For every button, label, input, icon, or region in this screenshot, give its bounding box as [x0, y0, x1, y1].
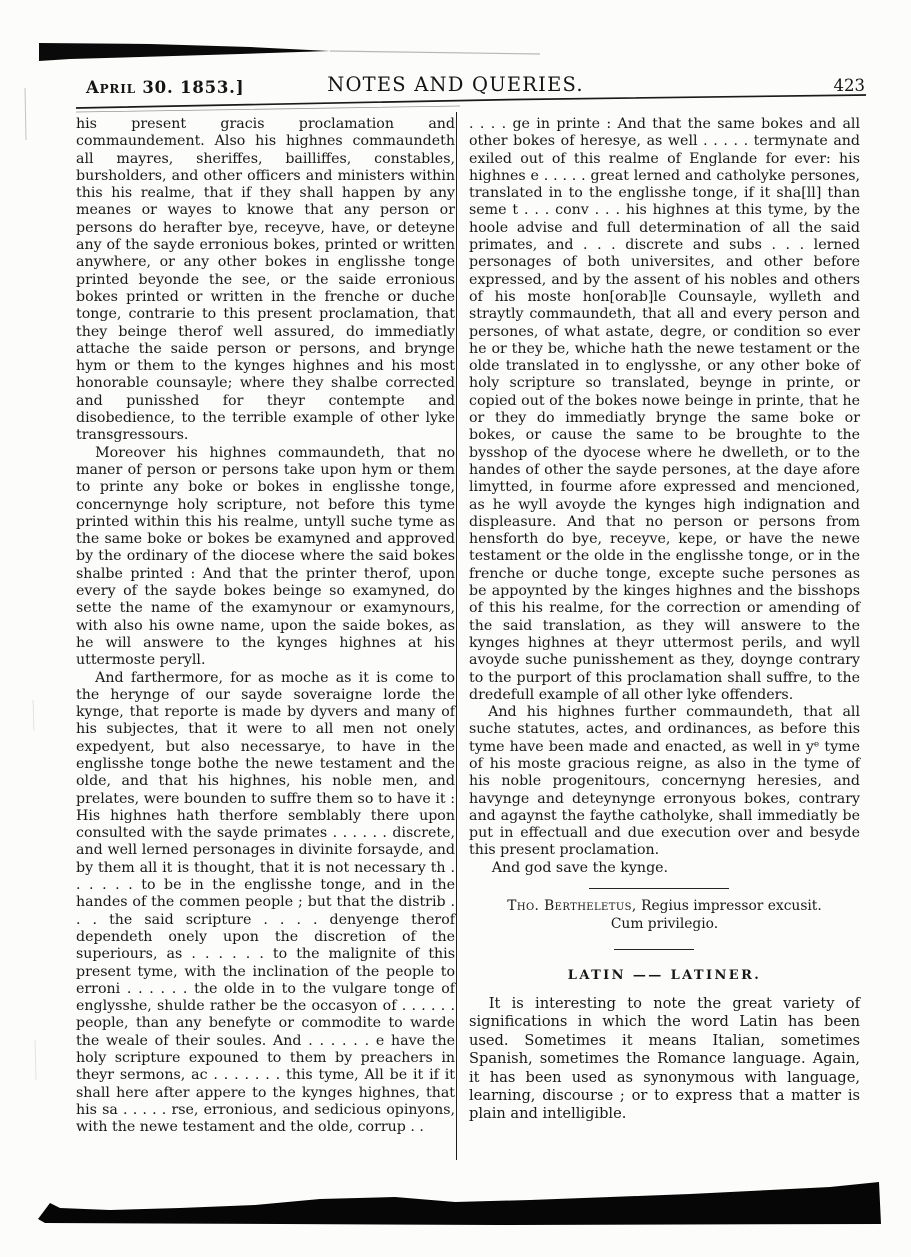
scan-artifact-top-wedge — [39, 43, 330, 61]
right-column — [469, 116, 860, 1124]
column-divider — [456, 112, 457, 1160]
separator-rule — [614, 949, 694, 950]
body-paragraph: And his highnes further commaundeth, that all suche statutes, actes, and ordinances, as before this tyme have been made and enacted, as well in yᵉ tyme of his moste gracious reigne, as also in the tyme of his noble progenitours, concernyng heresies, and havynge and deteynynge erronyous bokes, contrary and agaynst the faythe catholyke, shall immediatly be put in effectuall and due execution over and besyde this present proclamation. — [469, 704, 860, 859]
page-header — [0, 70, 911, 104]
printer-imprint — [469, 898, 860, 915]
left-column — [76, 116, 455, 1137]
scan-artifact-bottom-band — [38, 1182, 881, 1225]
body-paragraph: And farthermore, for as moche as it is come to the herynge of our sayde soveraigne lorde the kynge, that reporte is made by dyvers and many of his subjectes, that it were to all men not onely expedyent, but also necessarye, to have in the englisshe tonge bothe the newe testament and the olde, and that his highnes, his noble men, and prelates, were bounden to suffre them so to have it : His highnes hath therfore semblably there upon consulted with the sayde primates . . . . . . discrete, and well lerned personages in divinite forsayde, and by them all it is thought, that it is not necessary th . . . . . . to be in the englisshe tonge, and in the handes of the commen people ; but that the distrib . . . the said scripture . . . . denyenge therof dependeth onely upon the discretion of the superiours, as . . . . . . to the malignite of this present tyme, with the inclination of the people to erroni . . . . . . the olde in to the vulgare tonge of englysshe, shulde rather be the occasyon of . . . . . . people, than any benefyte or commodite to warde the weale of their soules. And . . . . . . e have the holy scripture expouned to them by preachers in theyr sermons, ac . . . . . . . this tyme, All be it if it shall here after appere to the kynges highnes, that his sa . . . . . rse, erronious, and sedicious opinyons, with the newe testament and the olde, corrup . . — [76, 669, 455, 1136]
left-edge-mark — [33, 700, 34, 730]
left-edge-mark — [35, 1040, 36, 1080]
article-paragraph: It is interesting to note the great variety of significations in which the word Latin has been used. Sometimes it means Italian, sometimes Spanish, sometimes the Romance language. Again, it has been used as synonymous with language, learning, discourse ; or to express that a matter is plain and intelligible. — [469, 994, 860, 1123]
body-paragraph: Moreover his highnes commaundeth, that no maner of person or persons take upon hym or them to printe any boke or bokes in englisshe tonge, concernynge holy scripture, not before this tyme printed within this his realme, untyll suche tyme as the same boke or bokes be examyned and approved by the ordinary of the diocese where the said bokes shalbe printed : And that the printer therof, upon every of the sayde bokes beinge so examyned, do sette the name of the examynour or examynours, with also his owne name, upon the saide bokes, as he will answere to the kynges highnes at his uttermoste peryll. — [76, 444, 455, 669]
issue-date: April 30. 1853.] — [86, 78, 245, 97]
scan-artifact-top-tail — [330, 51, 540, 54]
separator-rule — [589, 888, 729, 889]
printer-name: Tho. Bertheletus, — [507, 898, 637, 915]
god-save-line: And god save the kynge. — [491, 859, 669, 876]
privilege-line: Cum privilegio. — [610, 916, 719, 933]
body-paragraph: . . . . ge in printe : And that the same bokes and all other bokes of heresye, as well . . . . . termynate and exiled out of this realme of Englande for ever: his highnes e . . . . . great lerned and catholyke persones, translated in to the englisshe tonge, if it sha[ll] than seme t . . . conv . . . his highnes at this tyme, by the hoole advise and full determination of all the said primates, and . . . discrete and subs . . . lerned personages of both universites, and other before expressed, and by the assent of his nobles and others of his moste hon[orab]le Counsayle, wylleth and straytly commaundeth, that all and every person and persones, of what astate, degre, or condition so ever he or they be, whiche hath the newe testament or the olde translated in to englysshe, or any other boke of holy scripture so translated, beynge in printe, or copied out of the bokes nowe beinge in printe, that he or they do immediatly brynge the same boke or bokes, or cause the same to be broughte to the bysshop of the dyocese where he dwelleth, or to the handes of other the sayde persones, at the daye afore limytted, in fourme afore expressed and mencioned, as he wyll avoyde the kynges high indignation and displeasure. And that no person or persons from hensforth do bye, receyve, kepe, or have the newe testament or the olde in the englisshe tonge, or in the frenche or duche tonge, excepte suche persones as be appoynted by the kinges highnes and the bisshops of this his realme, for the correction or amending of the said translation, as they will answere to the kynges highnes at theyr uttermost perils, and wyll avoyde suche punisshement as they, doynge contrary to the purport of this proclamation shall suffre, to the dredefull example of all other lyke offenders. — [469, 116, 860, 703]
journal-title: NOTES AND QUERIES. — [327, 73, 584, 96]
header-rule-echo — [76, 106, 460, 112]
body-paragraph: his present gracis proclamation and commaundement. Also his highnes commaundeth all mayres, sheriffes, bailliffes, constables, bursholders, and other officers and ministers within this his realme, that if they shall happen by any meanes or wayes to knowe that any person or persons do herafter bye, receyve, have, or deteyne any of the sayde erronious bokes, printed or written anywhere, or any other bokes in englisshe tonge printed beyonde the see, or the saide erronious bokes printed or written in the frenche or duche tonge, contrarie to this present proclamation, that they beinge therof well assured, do immediatly attache the saide person or persons, and brynge hym or them to the kynges highnes and his most honorable counsayle; where they shalbe corrected and punisshed for theyr contempte and disobedience, to the terrible example of other lyke transgressours. — [76, 116, 455, 444]
printer-imprint-rest: Regius impressor excusit. — [636, 898, 822, 915]
page-number: 423 — [833, 76, 865, 95]
article-heading: LATIN —— LATINER. — [567, 967, 762, 983]
